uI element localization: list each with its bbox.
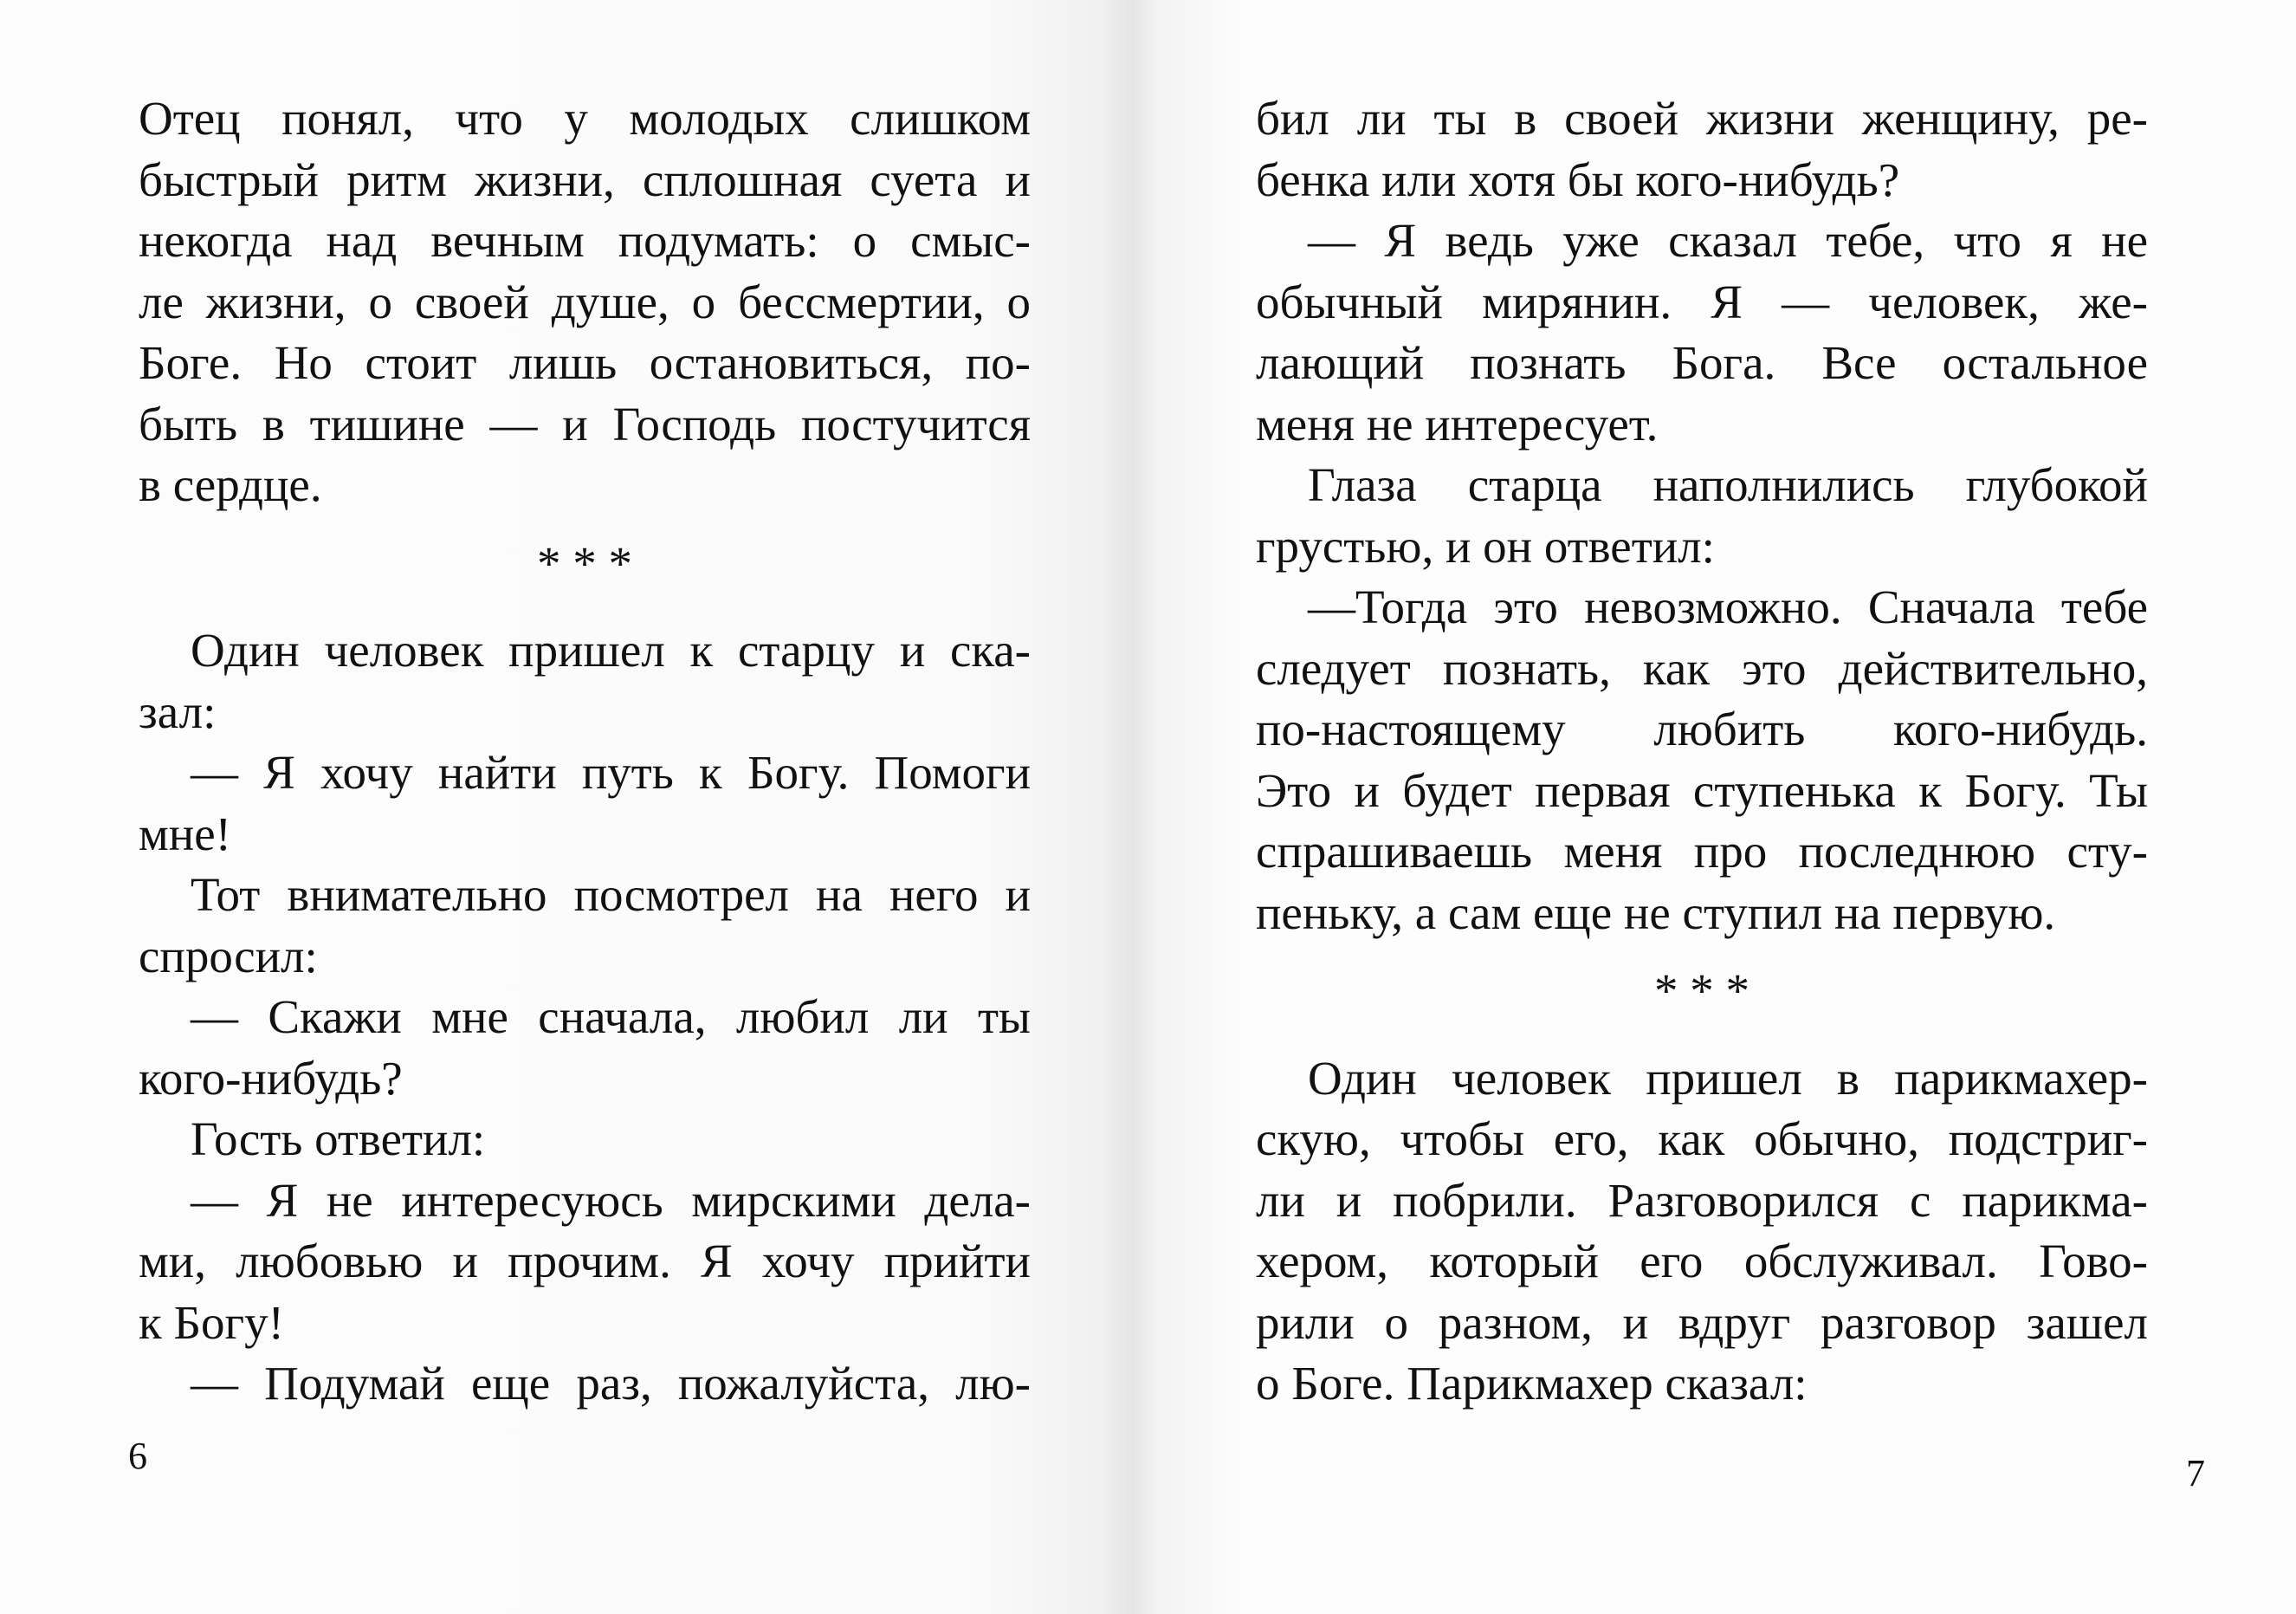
text-line: грустью, и он ответил: — [1256, 519, 1715, 573]
text-line: рили о разном, и вдруг разговор зашел — [1256, 1295, 2148, 1349]
text-line: мне! — [139, 807, 231, 860]
text-line: Тот внимательно посмотрел на него и — [191, 868, 1031, 921]
text-line: в сердце. — [139, 458, 322, 511]
left-page — [0, 0, 1135, 1614]
text-line: бил ли ты в своей жизни женщину, ре- — [1256, 92, 2148, 145]
text-line: по-настоящему любить кого-нибудь. — [1256, 703, 2148, 755]
section-separator: * * * — [1654, 964, 1749, 1017]
text-line: меня не интересует. — [1256, 397, 1659, 450]
text-line: скую, чтобы его, как обычно, подстриг- — [1256, 1112, 2148, 1165]
text-line: спрашиваешь меня про последнюю сту- — [1256, 825, 2148, 878]
text-line: о Боге. Парикмахер сказал: — [1256, 1357, 1808, 1410]
right-page-text — [1256, 88, 2148, 1415]
text-line: ле жизни, о своей душе, о бессмертии, о — [139, 275, 1031, 328]
text-line: Это и будет первая ступенька к Богу. Ты — [1256, 763, 2148, 817]
text-line: Один человек пришел к старцу и ска- — [191, 624, 1031, 677]
text-line: ми, любовью и прочим. Я хочу прийти — [139, 1235, 1031, 1287]
text-line: обычный мирянин. Я — человек, же- — [1256, 275, 2148, 328]
text-line: — Подумай еще раз, пожалуйста, лю- — [191, 1357, 1031, 1410]
text-line: следует познать, как это действительно, — [1256, 641, 2148, 695]
text-line: быть в тишине — и Господь постучится — [139, 397, 1031, 450]
text-line: лающий познать Бога. Все остальное — [1256, 336, 2148, 389]
text-line: — Я хочу найти путь к Богу. Помоги — [191, 746, 1031, 799]
text-line: — Я не интересуюсь мирскими дела- — [191, 1173, 1031, 1227]
section-separator: * * * — [537, 536, 632, 590]
text-line: Один человек пришел в парикмахер- — [1308, 1051, 2148, 1105]
page-number: 6 — [128, 1435, 147, 1477]
text-line: к Богу! — [139, 1295, 284, 1349]
text-line: Боге. Но стоит лишь остановиться, по- — [139, 336, 1031, 389]
text-line: хером, который его обслуживал. Гово- — [1256, 1235, 2148, 1287]
text-line: —Тогда это невозможно. Сначала тебе — [1308, 580, 2148, 633]
text-line: кого-нибудь? — [139, 1051, 403, 1105]
text-line: ли и побрили. Разговорился с парикма- — [1256, 1173, 2148, 1227]
right-page — [1135, 0, 2296, 1614]
text-line: пеньку, а сам еще не ступил на первую. — [1256, 885, 2056, 939]
text-line: — Скажи мне сначала, любил ли ты — [191, 990, 1031, 1043]
left-page-text — [139, 88, 1031, 1415]
text-line: Глаза старца наполнились глубокой — [1308, 458, 2148, 511]
text-line: зал: — [139, 684, 217, 738]
text-line: спросил: — [139, 929, 318, 982]
text-line: быстрый ритм жизни, сплошная суета и — [139, 152, 1031, 206]
text-line: некогда над вечным подумать: о смыс- — [139, 214, 1031, 267]
text-line: Отец понял, что у молодых слишком — [139, 92, 1031, 145]
page-number: 7 — [2186, 1452, 2205, 1494]
text-line: Гость ответил: — [191, 1112, 486, 1165]
text-line: бенка или хотя бы кого-нибудь? — [1256, 152, 1900, 206]
text-line: — Я ведь уже сказал тебе, что я не — [1308, 214, 2148, 267]
